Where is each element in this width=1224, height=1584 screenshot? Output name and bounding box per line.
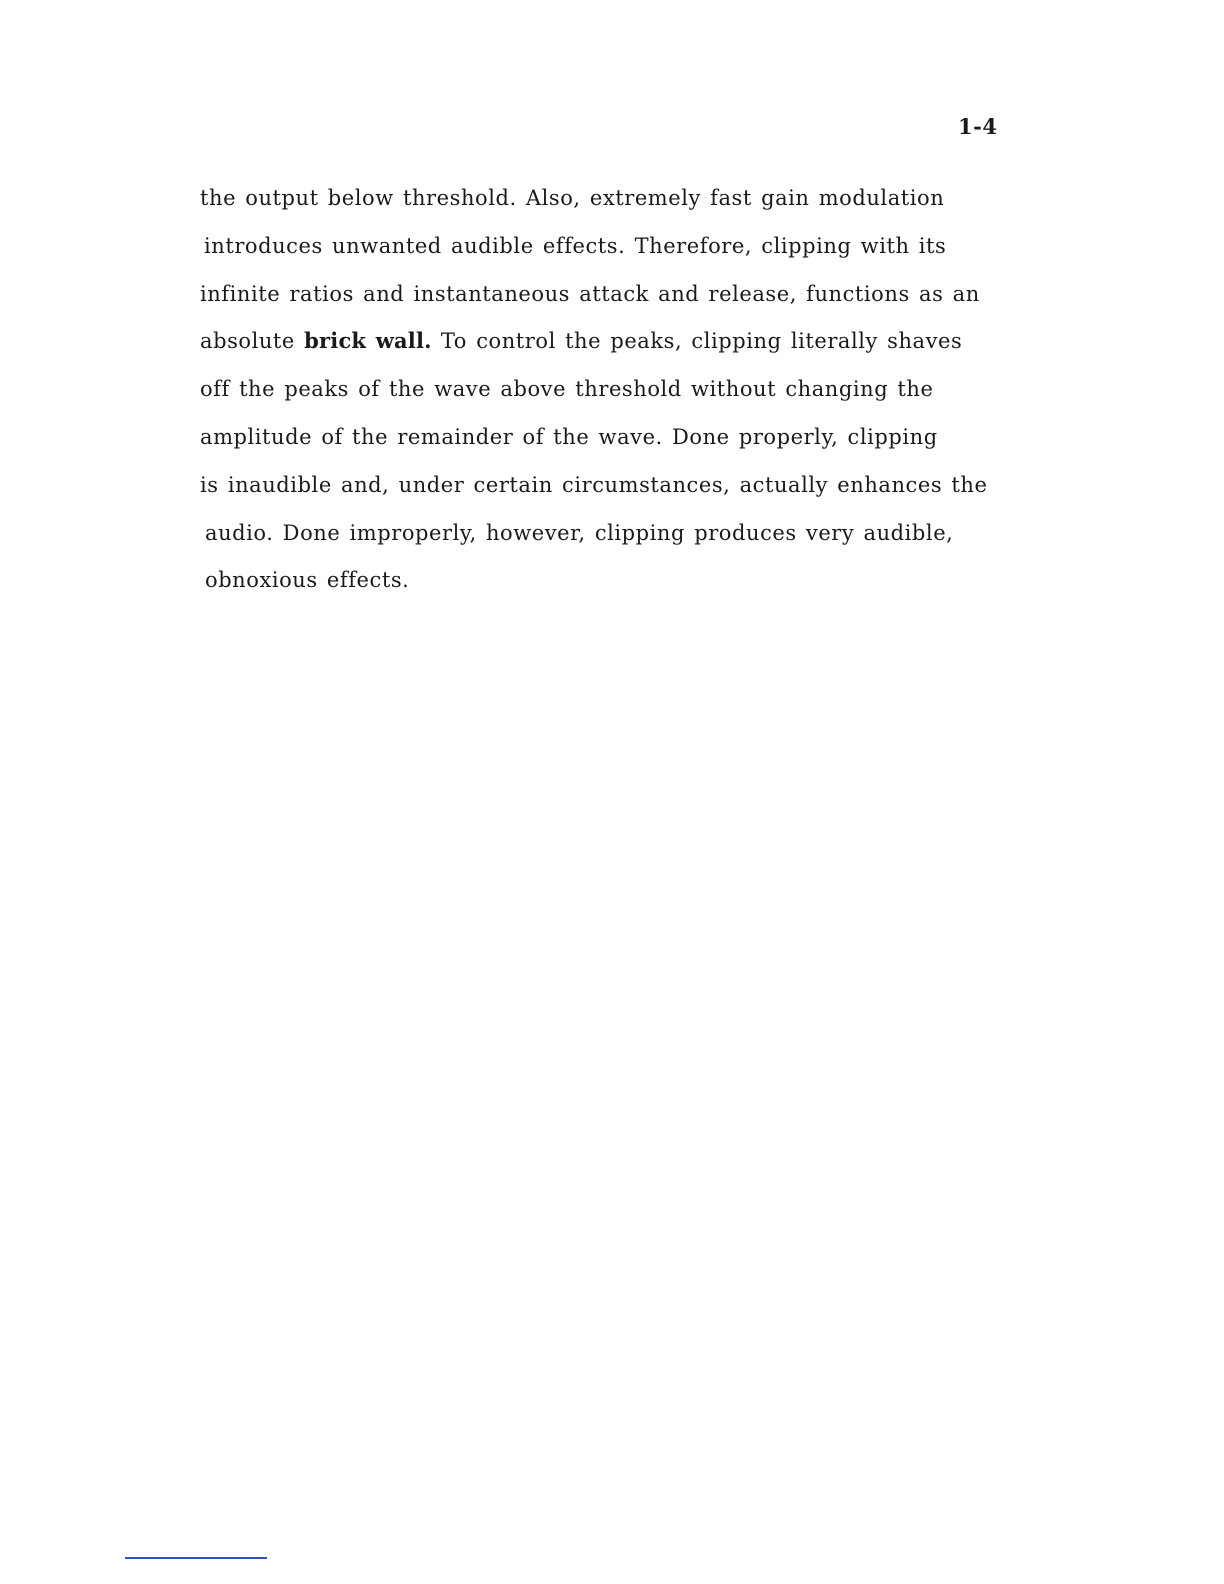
page-number: 1-4	[958, 114, 998, 139]
paragraph-line-8: audio. Done improperly, however, clipping produces very audible,	[205, 520, 954, 545]
paragraph-line-7: is inaudible and, under certain circumstances, actually enhances the	[200, 472, 988, 497]
paragraph-line-4	[200, 323, 1020, 371]
paragraph-line-5: off the peaks of the wave above threshold without changing the	[200, 377, 934, 402]
line-4-trail-text: To control the peaks, clipping literally shaves	[431, 329, 963, 354]
paragraph-line-9: obnoxious effects.	[205, 568, 410, 593]
paragraph-line-3: infinite ratios and instantaneous attack and release, functions as an	[200, 281, 980, 306]
paragraph-line-2: introduces unwanted audible effects. Therefore, clipping with its	[204, 233, 947, 258]
footnote-rule	[125, 1557, 267, 1559]
line-4-lead-text: absolute	[200, 329, 305, 354]
emphasis-brick-wall: brick wall.	[304, 328, 432, 354]
paragraph-line-6: amplitude of the remainder of the wave. Done properly, clipping	[200, 424, 938, 449]
body-paragraph	[200, 180, 1020, 610]
paragraph-line-1: the output below threshold. Also, extremely fast gain modulation	[200, 186, 945, 210]
